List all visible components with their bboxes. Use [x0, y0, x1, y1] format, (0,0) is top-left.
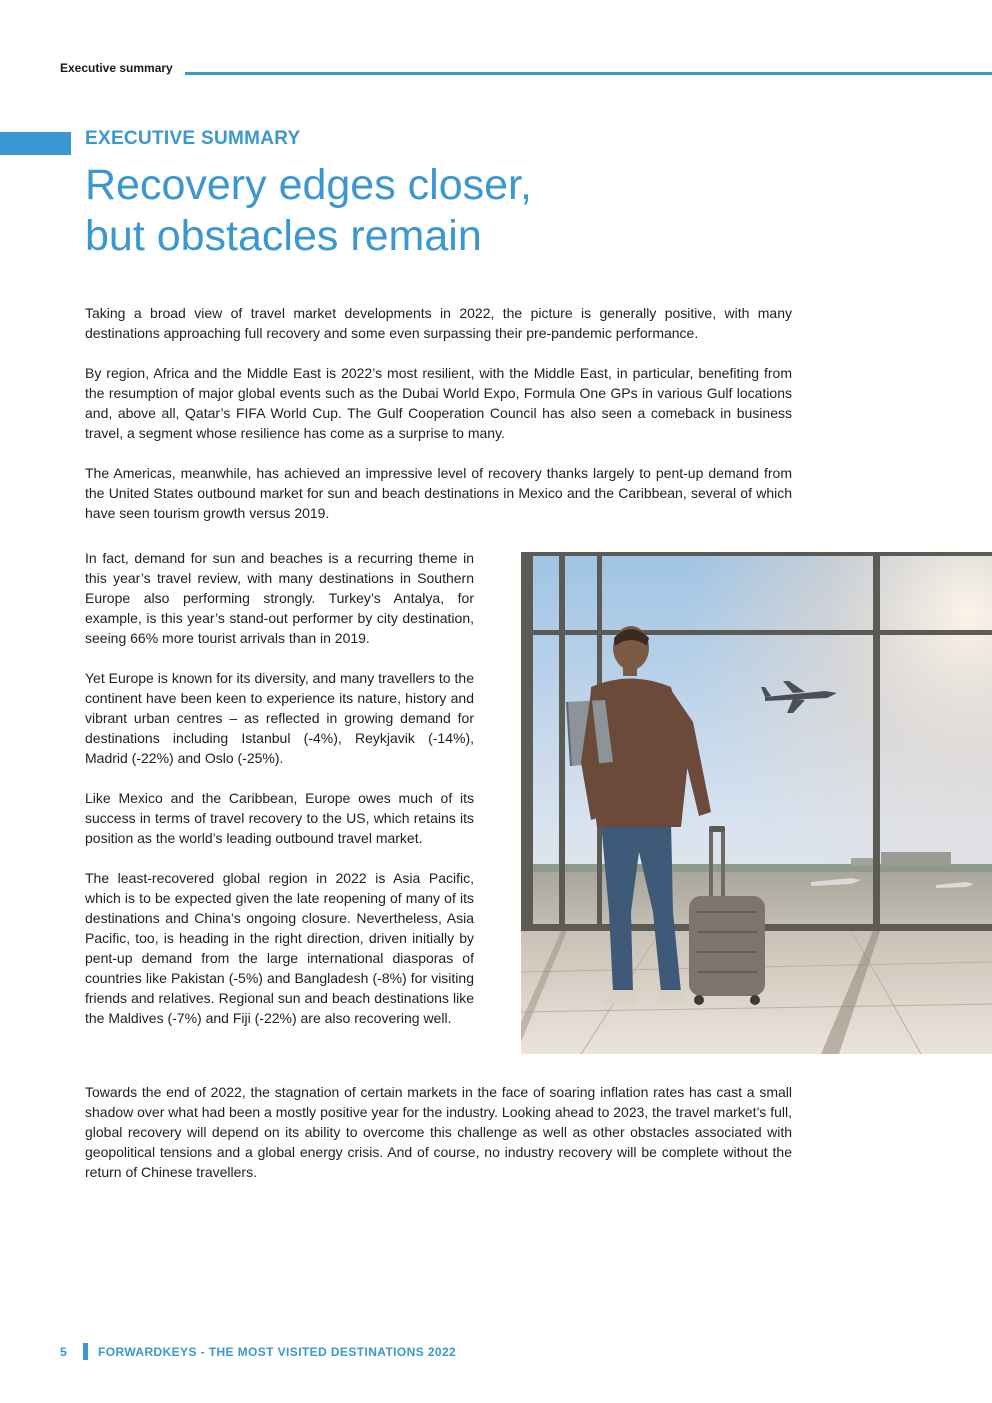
footer-publication-title: FORWARDKEYS - THE MOST VISITED DESTINATIONS 2022	[98, 1345, 457, 1359]
column-paragraph-3: Like Mexico and the Caribbean, Europe owes much of its success in terms of travel recovery to the US, which retains its position as the world’s leading outbound travel market.	[85, 790, 474, 846]
intro-paragraph-2: By region, Africa and the Middle East is 2022’s most resilient, with the Middle East, in particular, benefiting from the resumption of major global events such as the Dubai World Expo, Formula One GPs in various Gulf locations and, above all, Qatar’s FIFA World Cup. The Gulf Cooperation Council has also seen a comeback in business travel, a segment whose resilience has come as a surprise to many.	[85, 365, 792, 441]
header-rule	[185, 72, 992, 75]
page-title-line-1: Recovery edges closer,	[85, 161, 532, 209]
closing-paragraph: Towards the end of 2022, the stagnation of certain markets in the face of soaring inflation rates has cast a small shadow over what had been a mostly positive year for the industry. Looking ahead to 2023, the travel market’s full, global recovery will depend on its ability to overcome this challenge as well as other obstacles associated with geopolitical tensions and a global energy crisis. And of course, no industry recovery will be complete without the return of Chinese travellers.	[85, 1084, 792, 1180]
footer-accent-bar	[83, 1343, 88, 1360]
section-kicker: EXECUTIVE SUMMARY	[85, 128, 301, 149]
intro-paragraph-3: The Americas, meanwhile, has achieved an impressive level of recovery thanks largely to pent-up demand from the United States outbound market for sun and beach destinations in Mexico and the Caribbean, several of which have seen tourism growth versus 2019.	[85, 465, 792, 521]
running-header-label: Executive summary	[60, 61, 173, 75]
column-paragraph-2: Yet Europe is known for its diversity, and many travellers to the continent have been keen to experience its nature, history and vibrant urban centres – as reflected in growing demand for destinations including Istanbul (-4%), Reykjavik (-14%), Madrid (-22%) and Oslo (-25%).	[85, 670, 474, 766]
page-number: 5	[60, 1345, 67, 1359]
page-title-line-2: but obstacles remain	[85, 212, 482, 260]
section-accent-bar	[0, 132, 71, 155]
page-title	[85, 160, 532, 262]
intro-paragraph-1: Taking a broad view of travel market developments in 2022, the picture is generally positive, with many destinations approaching full recovery and some even surpassing their pre-pandemic performance.	[85, 305, 792, 341]
column-paragraph-1: In fact, demand for sun and beaches is a recurring theme in this year’s travel review, with many destinations in Southern Europe also performing strongly. Turkey’s Antalya, for example, is this year’s stand-out performer by city destination, seeing 66% more tourist arrivals than in 2019.	[85, 550, 474, 646]
column-paragraph-4: The least-recovered global region in 2022 is Asia Pacific, which is to be expected given the late reopening of many of its destinations and China’s ongoing closure. Nevertheless, Asia Pacific, too, is heading in the right direction, driven initially by pent-up demand from the large international diasporas of countries like Pakistan (-5%) and Bangladesh (-8%) for visiting friends and relatives. Regional sun and beach destinations like the Maldives (-7%) and Fiji (-22%) are also recovering well.	[85, 870, 474, 1026]
airport-traveller-photo	[521, 552, 992, 1054]
